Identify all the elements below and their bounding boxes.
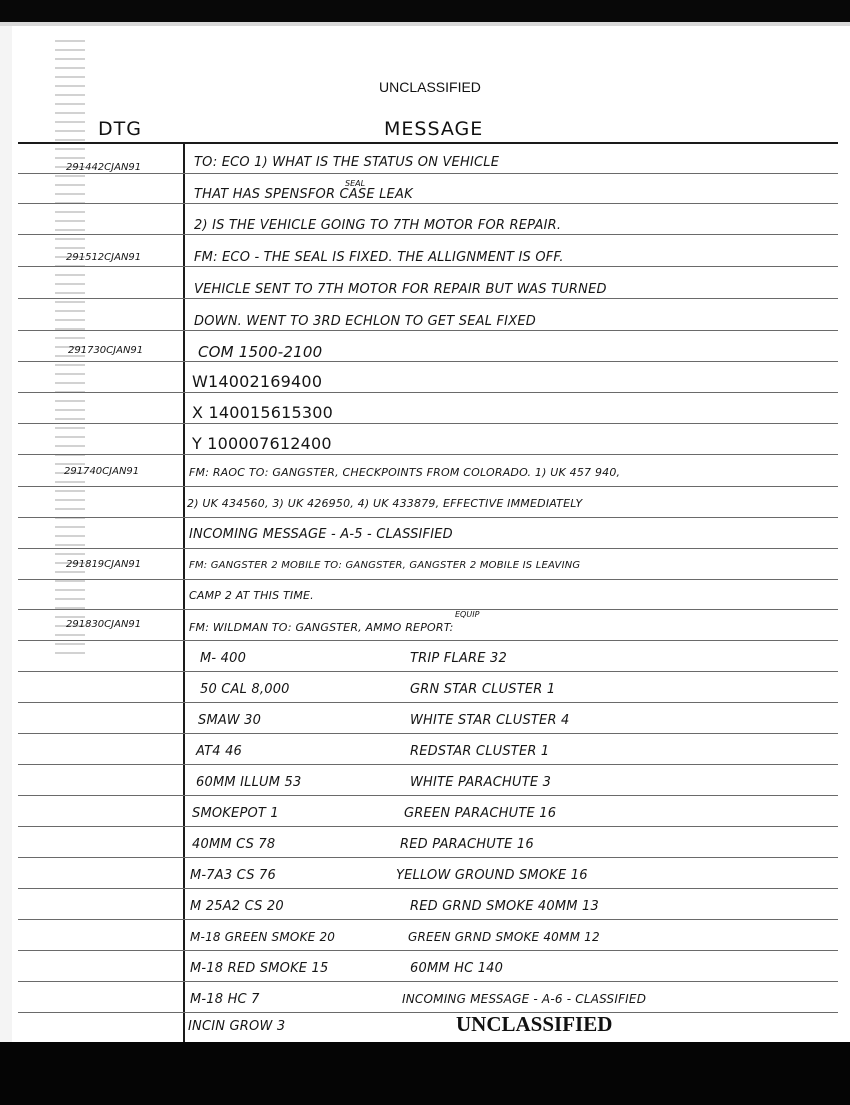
ruled-line bbox=[18, 423, 838, 424]
ruled-line bbox=[18, 671, 838, 672]
message-line: Y 100007612400 bbox=[192, 434, 332, 453]
ruled-line bbox=[18, 733, 838, 734]
page-edge bbox=[0, 26, 12, 1042]
ruled-line bbox=[18, 919, 838, 920]
column-divider bbox=[183, 142, 185, 1042]
ammo-item-left: M-18 RED SMOKE 15 bbox=[190, 961, 329, 976]
dtg-entry: 291442CJAN91 bbox=[66, 162, 142, 173]
dtg-entry: 291830CJAN91 bbox=[66, 619, 142, 630]
message-line: TO: ECO 1) WHAT IS THE STATUS ON VEHICLE bbox=[194, 155, 500, 170]
classification-bottom: UNCLASSIFIED bbox=[456, 1012, 613, 1036]
ruled-line bbox=[18, 857, 838, 858]
ammo-item-left: M-7A3 CS 76 bbox=[190, 868, 276, 883]
header-rule bbox=[18, 142, 838, 144]
ammo-item-right: WHITE STAR CLUSTER 4 bbox=[410, 713, 570, 728]
ammo-item-left: SMOKEPOT 1 bbox=[192, 806, 279, 821]
ammo-item-left: AT4 46 bbox=[196, 744, 243, 759]
ruled-line bbox=[18, 950, 838, 951]
ammo-item-left: M-18 HC 7 bbox=[190, 992, 260, 1007]
ammo-item-left: M- 400 bbox=[200, 651, 247, 666]
dtg-entry: 291730CJAN91 bbox=[68, 345, 144, 356]
message-line: W14002169400 bbox=[192, 372, 323, 391]
ruled-line bbox=[18, 609, 838, 610]
ruled-line bbox=[18, 486, 838, 487]
message-line: 2) IS THE VEHICLE GOING TO 7TH MOTOR FOR REPAIR. bbox=[194, 218, 562, 233]
top-scan-edge bbox=[0, 22, 850, 26]
ammo-item-right: YELLOW GROUND SMOKE 16 bbox=[396, 868, 588, 883]
ammo-item-left: SMAW 30 bbox=[198, 713, 262, 728]
ruled-line bbox=[18, 1012, 838, 1013]
ammo-item-left: M-18 GREEN SMOKE 20 bbox=[190, 930, 336, 944]
ruled-line bbox=[18, 454, 838, 455]
dtg-entry: 291740CJAN91 bbox=[64, 466, 140, 477]
message-line: THAT HAS SPENSFOR CASE LEAK bbox=[194, 187, 413, 202]
ammo-item-right: GRN STAR CLUSTER 1 bbox=[410, 682, 556, 697]
ruled-line bbox=[18, 579, 838, 580]
message-line: FM: GANGSTER 2 MOBILE TO: GANGSTER, GANGSTER 2 MOBILE IS LEAVING bbox=[189, 560, 581, 571]
dtg-column-header: DTG bbox=[98, 118, 142, 140]
message-line: FM: WILDMAN TO: GANGSTER, AMMO REPORT: bbox=[189, 621, 454, 634]
ruled-line bbox=[18, 266, 838, 267]
message-line: FM: ECO - THE SEAL IS FIXED. THE ALLIGNMENT IS OFF. bbox=[194, 250, 564, 265]
ammo-item-left: 40MM CS 78 bbox=[192, 837, 276, 852]
ammo-item-left: M 25A2 CS 20 bbox=[190, 899, 284, 914]
message-line: COM 1500-2100 bbox=[198, 343, 323, 361]
message-column-header: MESSAGE bbox=[384, 118, 484, 140]
message-insert: SEAL bbox=[345, 179, 366, 188]
message-line: DOWN. WENT TO 3RD ECHLON TO GET SEAL FIXED bbox=[194, 314, 536, 329]
ammo-item-right: RED PARACHUTE 16 bbox=[400, 837, 534, 852]
classification-top: UNCLASSIFIED bbox=[379, 79, 481, 95]
ruled-line bbox=[18, 330, 838, 331]
ruled-line bbox=[18, 298, 838, 299]
message-line: 2) UK 434560, 3) UK 426950, 4) UK 433879, EFFECTIVE IMMEDIATELY bbox=[187, 497, 583, 510]
ammo-item-left: 60MM ILLUM 53 bbox=[196, 775, 302, 790]
ruled-line bbox=[18, 640, 838, 641]
message-insert: EQUIP bbox=[455, 610, 480, 619]
ruled-line bbox=[18, 361, 838, 362]
ruled-line bbox=[18, 764, 838, 765]
message-line: VEHICLE SENT TO 7TH MOTOR FOR REPAIR BUT WAS TURNED bbox=[194, 282, 607, 297]
bottom-scan-border bbox=[0, 1042, 850, 1105]
ruled-line bbox=[18, 702, 838, 703]
message-line: INCOMING MESSAGE - A-5 - CLASSIFIED bbox=[189, 527, 453, 542]
ruled-line bbox=[18, 826, 838, 827]
ruled-line bbox=[18, 548, 838, 549]
message-line: FM: RAOC TO: GANGSTER, CHECKPOINTS FROM COLORADO. 1) UK 457 940, bbox=[189, 466, 621, 479]
ammo-item-right: INCOMING MESSAGE - A-6 - CLASSIFIED bbox=[402, 992, 647, 1006]
dtg-entry: 291819CJAN91 bbox=[66, 559, 142, 570]
ammo-item-right: RED GRND SMOKE 40MM 13 bbox=[410, 899, 599, 914]
ruled-line bbox=[18, 888, 838, 889]
ruled-line bbox=[18, 795, 838, 796]
message-line: X 140015615300 bbox=[192, 403, 334, 422]
ammo-item-right: GREEN GRND SMOKE 40MM 12 bbox=[408, 930, 600, 944]
top-scan-border bbox=[0, 0, 850, 22]
ruled-line bbox=[18, 981, 838, 982]
ruled-line bbox=[18, 203, 838, 204]
ammo-item-left: INCIN GROW 3 bbox=[188, 1019, 286, 1034]
ruled-line bbox=[18, 392, 838, 393]
ammo-item-left: 50 CAL 8,000 bbox=[200, 682, 290, 697]
ammo-item-right: REDSTAR CLUSTER 1 bbox=[410, 744, 550, 759]
ruled-line bbox=[18, 173, 838, 174]
ammo-item-right: 60MM HC 140 bbox=[410, 961, 504, 976]
dtg-entry: 291512CJAN91 bbox=[66, 252, 142, 263]
ammo-item-right: GREEN PARACHUTE 16 bbox=[404, 806, 557, 821]
ammo-item-right: TRIP FLARE 32 bbox=[410, 651, 507, 666]
ammo-item-right: WHITE PARACHUTE 3 bbox=[410, 775, 552, 790]
message-line: CAMP 2 AT THIS TIME. bbox=[189, 589, 314, 602]
ruled-line bbox=[18, 517, 838, 518]
ruled-line bbox=[18, 234, 838, 235]
